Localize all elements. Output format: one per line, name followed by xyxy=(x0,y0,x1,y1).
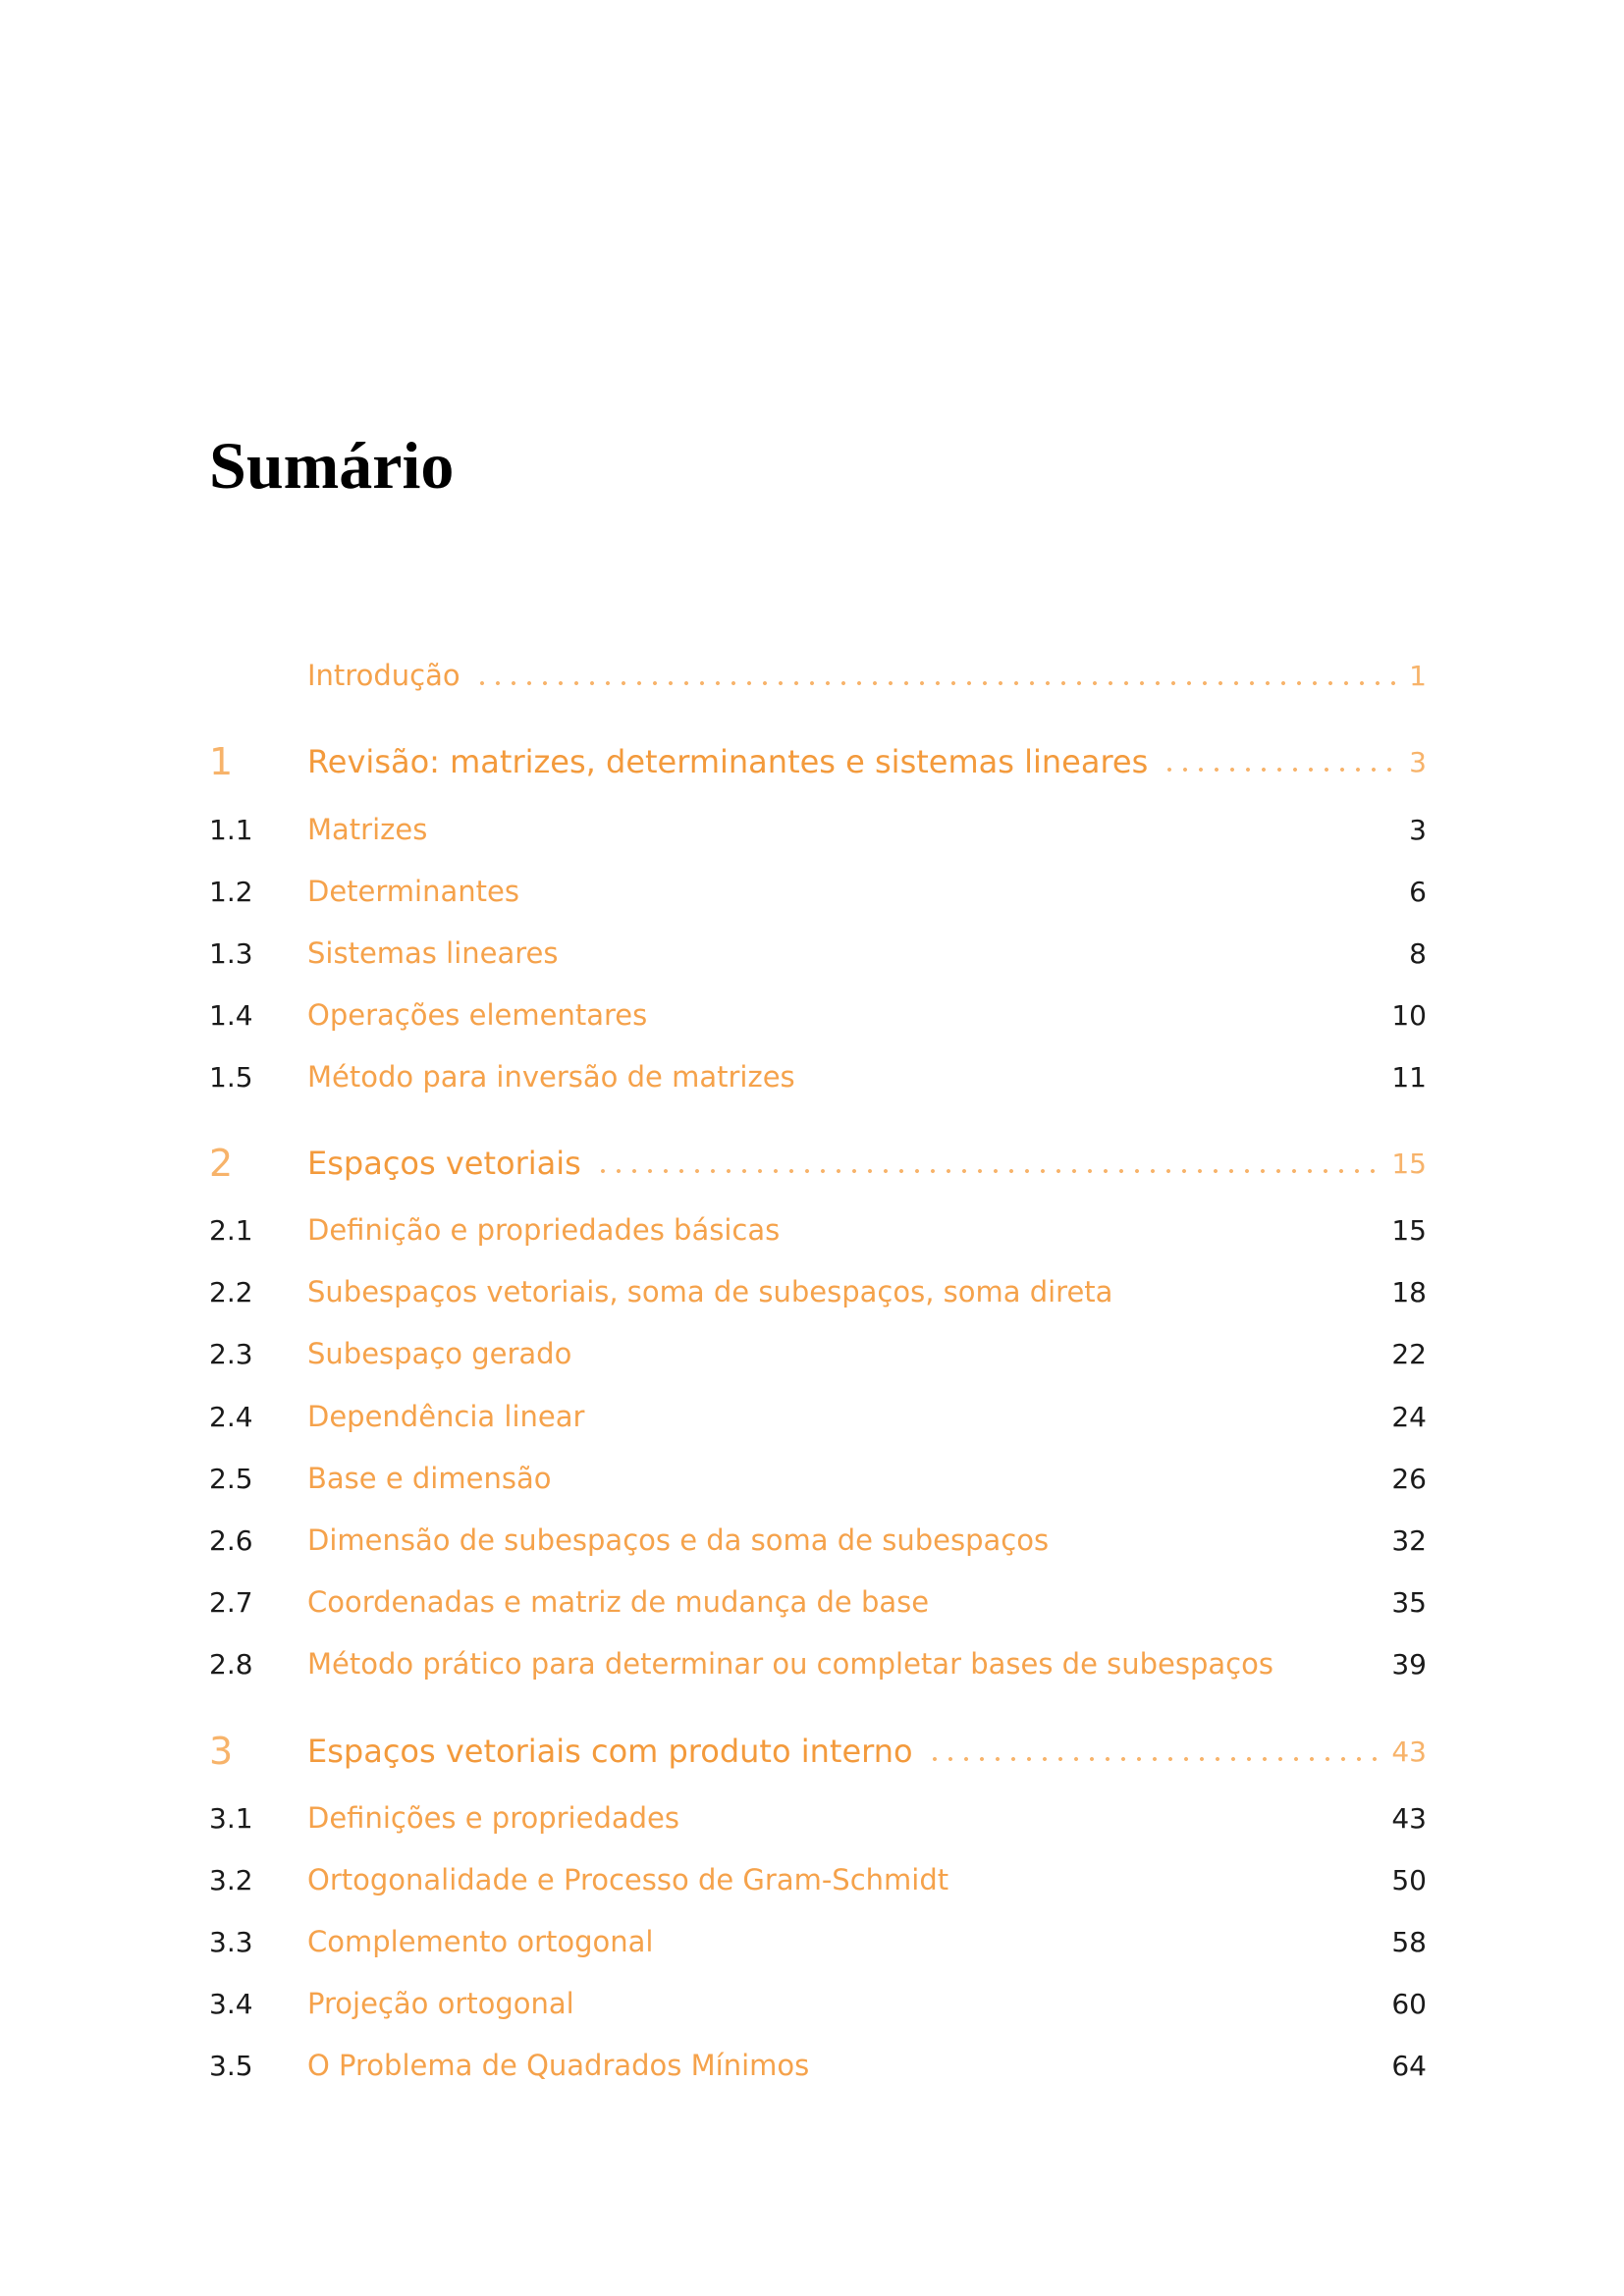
section-number: 1.2 xyxy=(209,875,253,908)
section-page: 39 xyxy=(1391,1647,1427,1681)
section-page: 10 xyxy=(1391,998,1427,1032)
section-number: 2.1 xyxy=(209,1213,253,1247)
chapter-page: 3 xyxy=(1409,745,1427,778)
section-number: 3.1 xyxy=(209,1801,253,1835)
section-page: 6 xyxy=(1409,875,1427,908)
section-title[interactable]: Coordenadas e matriz de mudança de base xyxy=(307,1585,930,1619)
toc-section[interactable] xyxy=(209,1912,1427,1971)
section-page: 43 xyxy=(1391,1801,1427,1835)
toc-section[interactable] xyxy=(209,1324,1427,1383)
chapter-page: 43 xyxy=(1391,1735,1427,1768)
toc-section[interactable] xyxy=(209,1047,1427,1106)
section-title[interactable]: Subespaço gerado xyxy=(307,1337,572,1370)
section-number: 3.5 xyxy=(209,2049,253,2082)
toc-section[interactable] xyxy=(209,1201,1427,1259)
section-number: 2.6 xyxy=(209,1523,253,1557)
toc-entry-page: 1 xyxy=(1409,659,1427,692)
dot-leader xyxy=(595,1168,1379,1174)
section-title[interactable]: Matrizes xyxy=(307,813,428,846)
section-title[interactable]: Ortogonalidade e Processo de Gram-Schmidt xyxy=(307,1863,949,1896)
section-title[interactable]: Dimensão de subespaços e da soma de subespaços xyxy=(307,1523,1050,1557)
section-number: 1.3 xyxy=(209,936,253,970)
chapter-number: 1 xyxy=(209,740,234,783)
toc-section[interactable] xyxy=(209,1789,1427,1847)
section-page: 32 xyxy=(1391,1523,1427,1557)
dot-leader xyxy=(1162,767,1395,773)
section-title[interactable]: Subespaços vetoriais, soma de subespaços, soma direta xyxy=(307,1275,1113,1308)
chapter-number: 2 xyxy=(209,1142,234,1185)
section-number: 3.3 xyxy=(209,1925,253,1958)
toc-section[interactable] xyxy=(209,862,1427,921)
chapter-title[interactable]: Espaços vetoriais com produto interno xyxy=(307,1733,913,1770)
section-page: 26 xyxy=(1391,1462,1427,1495)
section-title[interactable]: Sistemas lineares xyxy=(307,936,559,970)
section-page: 64 xyxy=(1391,2049,1427,2082)
section-number: 2.5 xyxy=(209,1462,253,1495)
section-page: 50 xyxy=(1391,1863,1427,1896)
toc-section[interactable] xyxy=(209,1634,1427,1693)
section-page: 24 xyxy=(1391,1400,1427,1433)
toc-section[interactable] xyxy=(209,800,1427,859)
section-number: 2.8 xyxy=(209,1647,253,1681)
section-title[interactable]: Dependência linear xyxy=(307,1400,585,1433)
section-number: 1.1 xyxy=(209,813,253,846)
section-page: 35 xyxy=(1391,1585,1427,1619)
dot-leader xyxy=(474,680,1396,686)
toc-chapter-1[interactable] xyxy=(209,732,1427,791)
toc-chapter-3[interactable] xyxy=(209,1722,1427,1781)
section-page: 60 xyxy=(1391,1987,1427,2020)
toc-chapter-2[interactable] xyxy=(209,1134,1427,1193)
section-page: 11 xyxy=(1391,1060,1427,1094)
section-page: 8 xyxy=(1409,936,1427,970)
section-number: 2.7 xyxy=(209,1585,253,1619)
section-page: 58 xyxy=(1391,1925,1427,1958)
toc-entry-introduction[interactable] xyxy=(209,646,1427,705)
section-title[interactable]: Definição e propriedades básicas xyxy=(307,1213,781,1247)
section-number: 2.4 xyxy=(209,1400,253,1433)
chapter-page: 15 xyxy=(1391,1147,1427,1180)
section-number: 3.4 xyxy=(209,1987,253,2020)
toc-section[interactable] xyxy=(209,1573,1427,1631)
section-number: 3.2 xyxy=(209,1863,253,1896)
section-number: 2.2 xyxy=(209,1275,253,1308)
dot-leader xyxy=(927,1756,1379,1762)
toc-section[interactable] xyxy=(209,986,1427,1044)
section-page: 3 xyxy=(1409,813,1427,846)
section-page: 15 xyxy=(1391,1213,1427,1247)
section-title[interactable]: Método prático para determinar ou completar bases de subespaços xyxy=(307,1647,1273,1681)
toc-section[interactable] xyxy=(209,1850,1427,1909)
chapter-title[interactable]: Espaços vetoriais xyxy=(307,1145,581,1182)
section-number: 2.3 xyxy=(209,1337,253,1370)
section-title[interactable]: Método para inversão de matrizes xyxy=(307,1060,795,1094)
section-title[interactable]: Determinantes xyxy=(307,875,519,908)
section-title[interactable]: Projeção ortogonal xyxy=(307,1987,574,2020)
section-page: 22 xyxy=(1391,1337,1427,1370)
section-number: 1.4 xyxy=(209,998,253,1032)
toc-section[interactable] xyxy=(209,1974,1427,2033)
chapter-title[interactable]: Revisão: matrizes, determinantes e sistemas lineares xyxy=(307,743,1149,780)
toc-entry-title[interactable]: Introdução xyxy=(307,659,460,692)
toc-section[interactable] xyxy=(209,1511,1427,1570)
section-number: 1.5 xyxy=(209,1060,253,1094)
toc-section[interactable] xyxy=(209,2036,1427,2095)
toc-section[interactable] xyxy=(209,1262,1427,1321)
section-title[interactable]: Complemento ortogonal xyxy=(307,1925,654,1958)
section-title[interactable]: Operações elementares xyxy=(307,998,648,1032)
toc-section[interactable] xyxy=(209,1387,1427,1446)
section-page: 18 xyxy=(1391,1275,1427,1308)
section-title[interactable]: O Problema de Quadrados Mínimos xyxy=(307,2049,810,2082)
section-title[interactable]: Definições e propriedades xyxy=(307,1801,679,1835)
page-title: Sumário xyxy=(209,428,455,503)
chapter-number: 3 xyxy=(209,1730,234,1773)
section-title[interactable]: Base e dimensão xyxy=(307,1462,552,1495)
toc-section[interactable] xyxy=(209,924,1427,983)
toc-section[interactable] xyxy=(209,1449,1427,1508)
